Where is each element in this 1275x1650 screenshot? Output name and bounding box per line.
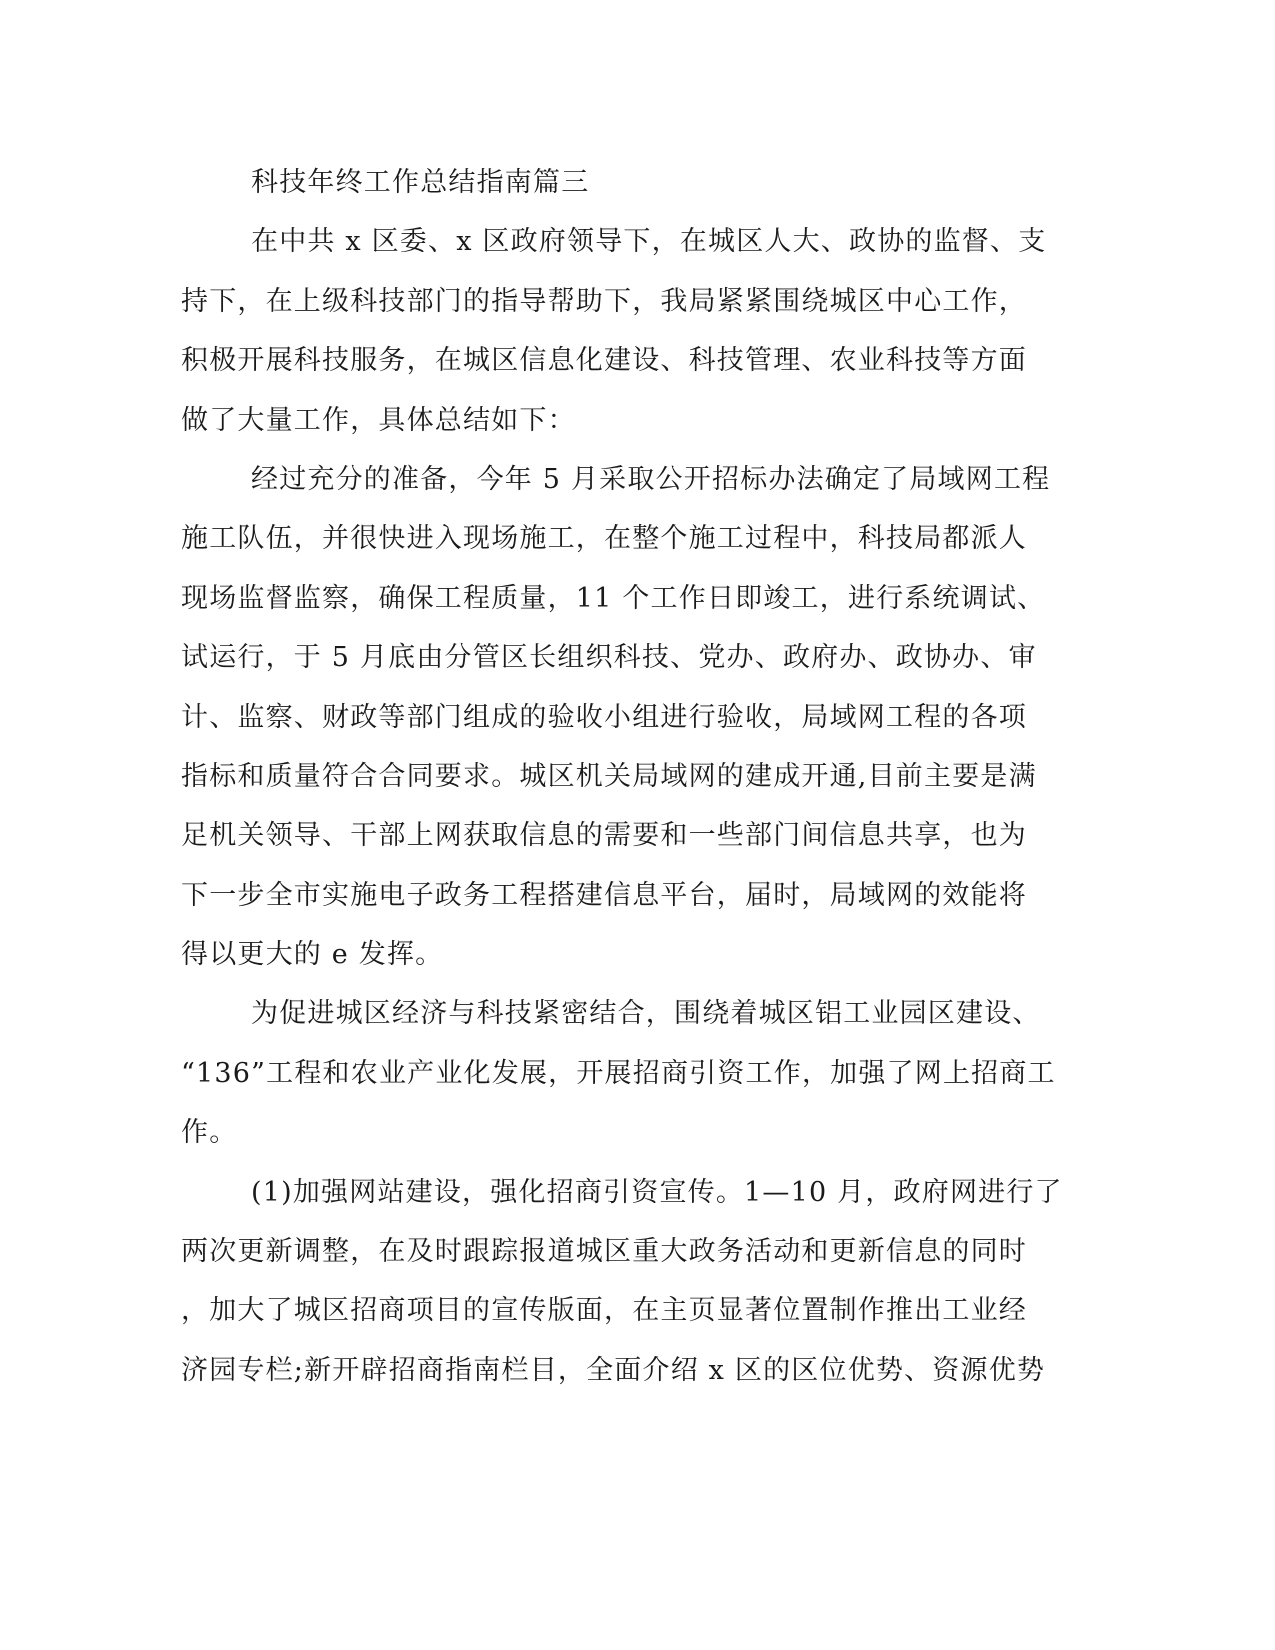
paragraph-line: 下一步全市实施电子政务工程搭建信息平台，届时，局域网的效能将	[181, 879, 1027, 911]
paragraph-line: 济园专栏;新开辟招商指南栏目，全面介绍 x 区的区位优势、资源优势	[181, 1354, 1046, 1386]
paragraph-line: 经过充分的准备，今年 5 月采取公开招标办法确定了局域网工程	[251, 463, 1051, 495]
paragraph-1	[181, 225, 1047, 463]
paragraph-line: 积极开展科技服务，在城区信息化建设、科技管理、农业科技等方面	[181, 345, 1027, 377]
paragraph-line: 现场监督监察，确保工程质量，11 个工作日即竣工，进行系统调试、	[181, 582, 1046, 614]
paragraph-line: 作。	[181, 1117, 238, 1149]
paragraph-line: “136”工程和农业产业化发展，开展招商引资工作，加强了网上招商工	[181, 1057, 1056, 1089]
paragraph-line: 足机关领导、干部上网获取信息的需要和一些部门间信息共享，也为	[181, 820, 1027, 852]
paragraph-line: 为促进城区经济与科技紧密结合，围绕着城区铝工业园区建设、	[251, 998, 1041, 1030]
paragraph-line: 持下，在上级科技部门的指导帮助下，我局紧紧围绕城区中心工作，	[181, 285, 1027, 317]
paragraph-line: 计、监察、财政等部门组成的验收小组进行验收，局域网工程的各项	[181, 701, 1027, 733]
paragraph-line: 在中共 x 区委、x 区政府领导下，在城区人大、政协的监督、支	[251, 226, 1047, 258]
paragraph-2	[181, 463, 1051, 998]
paragraph-3	[181, 997, 1056, 1175]
document-title: 科技年终工作总结指南篇三	[251, 167, 590, 198]
paragraph-line: 得以更大的 e 发挥。	[181, 939, 444, 971]
paragraph-line: 做了大量工作，具体总结如下：	[181, 404, 576, 436]
paragraph-line: 施工队伍，并很快进入现场施工，在整个施工过程中，科技局都派人	[181, 523, 1027, 555]
paragraph-line: 两次更新调整，在及时跟踪报道城区重大政务活动和更新信息的同时	[181, 1236, 1027, 1268]
paragraph-line: 试运行，于 5 月底由分管区长组织科技、党办、政府办、政协办、审	[181, 642, 1037, 674]
document-body	[181, 166, 1063, 1413]
paragraph-line: (1)加强网站建设，强化招商引资宣传。1—10 月，政府网进行了	[251, 1176, 1063, 1208]
paragraph-line: ，加大了城区招商项目的宣传版面，在主页显著位置制作推出工业经	[181, 1295, 1027, 1327]
paragraph-4	[181, 1176, 1063, 1414]
paragraph-line: 指标和质量符合合同要求。城区机关局域网的建成开通,目前主要是满	[181, 760, 1037, 792]
